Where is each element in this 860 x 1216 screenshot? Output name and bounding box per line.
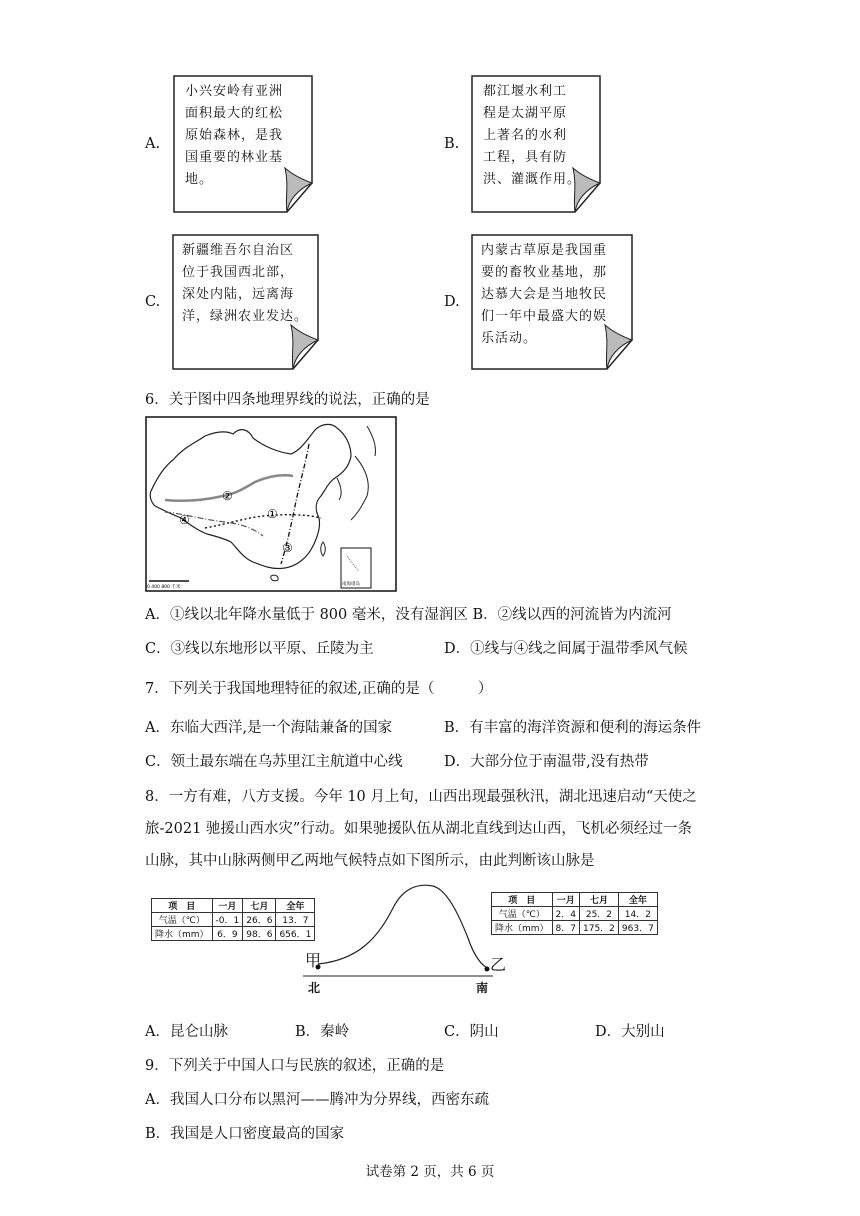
q8-stem-line-2: 旅-2021 驰援山西水灾”行动。如果驰援队伍从湖北直线到达山西，飞机必须经过一条 bbox=[145, 821, 692, 837]
note-line: 洪、灌溉作用。 bbox=[483, 172, 582, 187]
q9-option-a[interactable]: A．我国人口分布以黑河——腾冲为分界线，西密东疏 bbox=[145, 1092, 489, 1108]
q6-stem: 6．关于图中四条地理界线的说法，正确的是 bbox=[145, 392, 430, 408]
q7-option-c[interactable]: C．领土最东端在乌苏里江主航道中心线 bbox=[145, 754, 403, 770]
table-cell: 963．7 bbox=[618, 921, 657, 935]
option-d-label: D. bbox=[444, 294, 460, 310]
table-cell: 8．7 bbox=[552, 921, 579, 935]
q6-option-ab[interactable]: A．①线以北年降水量低于 800 毫米，没有湿润区 B．②线以西的河流皆为内流河 bbox=[145, 607, 672, 623]
note-line: 原始森林，是我 bbox=[185, 128, 284, 143]
option-b-label: B. bbox=[444, 136, 460, 152]
table-cell: -0．1 bbox=[212, 913, 243, 927]
mountain-climate-figure bbox=[148, 878, 668, 998]
china-map-figure bbox=[145, 416, 397, 592]
table-header: 一月 bbox=[552, 893, 579, 907]
direction-north-label: 北 bbox=[308, 981, 321, 995]
note-line: 工程，具有防 bbox=[483, 150, 568, 165]
table-cell: 98．6 bbox=[243, 927, 276, 941]
table-header: 七月 bbox=[243, 899, 276, 913]
note-line: 小兴安岭有亚洲 bbox=[185, 84, 284, 99]
option-d-note-card[interactable] bbox=[471, 234, 638, 370]
note-line: 们一年中最盛大的娱 bbox=[481, 309, 608, 324]
option-c-note-card[interactable] bbox=[172, 234, 324, 370]
note-line: 面积最大的红松 bbox=[185, 106, 284, 121]
table-header: 七月 bbox=[580, 893, 619, 907]
note-line: 位于我国西北部， bbox=[182, 265, 295, 280]
option-a-label: A. bbox=[145, 136, 161, 152]
note-line: 新疆维吾尔自治区 bbox=[182, 243, 295, 258]
table-cell: 13．7 bbox=[276, 913, 315, 927]
place-yi-label: 乙 bbox=[490, 955, 507, 974]
table-header: 全年 bbox=[618, 893, 657, 907]
table-cell: 降水（mm） bbox=[152, 927, 213, 941]
direction-south-label: 南 bbox=[476, 981, 489, 995]
table-header: 项 目 bbox=[152, 899, 213, 913]
line-4-label: ④ bbox=[179, 513, 190, 527]
note-line: 乐活动。 bbox=[481, 331, 538, 346]
q7-option-d[interactable]: D．大部分位于南温带,没有热带 bbox=[444, 754, 649, 770]
note-line: 国重要的林业基 bbox=[185, 150, 284, 165]
q6-option-c[interactable]: C．③线以东地形以平原、丘陵为主 bbox=[145, 641, 374, 657]
q8-option-c[interactable]: C．阴山 bbox=[444, 1024, 499, 1040]
note-line: 上著名的水利 bbox=[483, 128, 568, 143]
note-line: 都江堰水利工 bbox=[483, 84, 568, 99]
table-cell: 气温（℃） bbox=[152, 913, 213, 927]
q7-option-a[interactable]: A．东临大西洋,是一个海陆兼备的国家 bbox=[145, 720, 393, 736]
q8-option-a[interactable]: A．昆仑山脉 bbox=[145, 1024, 228, 1040]
note-line: 深处内陆，远离海 bbox=[182, 287, 295, 302]
q8-stem-line-1: 8．一方有难，八方支援。今年 10 月上旬，山西出现最强秋汛，湖北迅速启动“天使之 bbox=[145, 789, 697, 805]
option-c-label: C. bbox=[145, 294, 161, 310]
table-cell: 656．1 bbox=[276, 927, 315, 941]
line-2-label: ② bbox=[222, 489, 233, 503]
table-cell: 6．9 bbox=[212, 927, 243, 941]
note-line: 要的畜牧业基地，那 bbox=[481, 265, 608, 280]
map-inset-label: 南海诸岛 bbox=[342, 582, 360, 587]
q8-option-b[interactable]: B．秦岭 bbox=[295, 1024, 350, 1040]
china-boundary-map bbox=[145, 416, 397, 592]
table-cell: 降水（mm） bbox=[492, 921, 553, 935]
table-cell: 气温（℃） bbox=[492, 907, 553, 921]
option-a-note-card[interactable] bbox=[173, 75, 318, 213]
climate-table-left bbox=[151, 898, 315, 941]
table-cell: 26．6 bbox=[243, 913, 276, 927]
note-line: 内蒙古草原是我国重 bbox=[481, 243, 608, 258]
page-footer: 试卷第 2 页，共 6 页 bbox=[365, 1164, 495, 1180]
q9-option-b[interactable]: B．我国是人口密度最高的国家 bbox=[145, 1126, 345, 1142]
place-jia-label: 甲 bbox=[305, 951, 322, 970]
table-header: 全年 bbox=[276, 899, 315, 913]
note-line: 达慕大会是当地牧民 bbox=[481, 287, 608, 302]
q7-stem: 7．下列关于我国地理特征的叙述,正确的是（ ） bbox=[145, 681, 493, 697]
option-b-note-card[interactable] bbox=[471, 75, 606, 213]
line-1-label: ① bbox=[267, 507, 278, 521]
table-header: 一月 bbox=[212, 899, 243, 913]
note-line: 洋，绿洲农业发达。 bbox=[182, 309, 309, 324]
q7-option-b[interactable]: B．有丰富的海洋资源和便利的海运条件 bbox=[444, 720, 702, 736]
note-line: 程是太湖平原 bbox=[483, 106, 568, 121]
line-3-label: ③ bbox=[282, 541, 293, 555]
table-cell: 2．4 bbox=[552, 907, 579, 921]
table-cell: 25．2 bbox=[580, 907, 619, 921]
q8-stem-line-3: 山脉，其中山脉两侧甲乙两地气候特点如下图所示，由此判断该山脉是 bbox=[145, 853, 595, 869]
map-scale: 0 400 800 千米 bbox=[147, 585, 181, 590]
q8-option-d[interactable]: D．大别山 bbox=[595, 1024, 665, 1040]
q6-option-d[interactable]: D．①线与④线之间属于温带季风气候 bbox=[444, 641, 688, 657]
climate-table-right bbox=[491, 892, 658, 935]
table-cell: 14．2 bbox=[618, 907, 657, 921]
table-cell: 175．2 bbox=[580, 921, 619, 935]
table-header: 项 目 bbox=[492, 893, 553, 907]
q9-stem: 9．下列关于中国人口与民族的叙述，正确的是 bbox=[145, 1058, 445, 1074]
note-line: 地。 bbox=[185, 172, 214, 187]
